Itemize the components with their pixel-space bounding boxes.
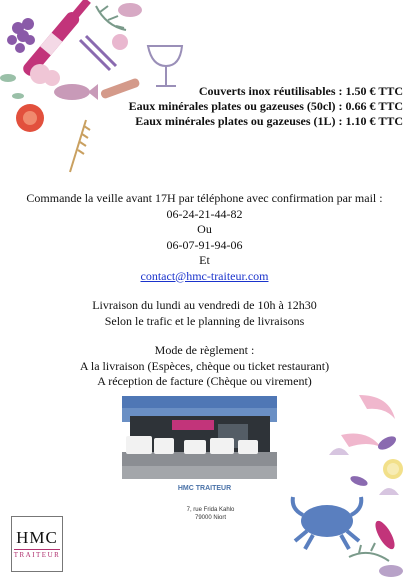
phone-number-1: 06-24-21-44-82: [166, 206, 243, 221]
payment-on-invoice: A réception de facture (Chèque ou virement): [97, 374, 312, 388]
hmc-traiteur-logo: [11, 516, 63, 572]
payment-on-delivery: A la livraison (Espèces, chèque ou ticket restaurant): [79, 358, 330, 373]
and-separator: Et: [199, 253, 210, 267]
phone-number-2: 06-07-91-94-06: [166, 237, 243, 252]
or-separator: Ou: [197, 222, 212, 236]
company-building-photo: [122, 396, 277, 479]
fish-icon: [372, 518, 398, 552]
olive-icon: [118, 3, 142, 17]
company-address-street: 7, rue Frida Kahlo: [186, 507, 235, 513]
grapes-icon: [7, 18, 35, 53]
logo-main-text: HMC: [16, 528, 58, 547]
leaf-icon: [0, 74, 24, 99]
company-name: HMC TRAITEUR: [177, 485, 232, 492]
wine-glass-icon: [148, 46, 182, 86]
berry-icon: [112, 34, 128, 50]
email-link[interactable]: contact@hmc-traiteur.com: [140, 268, 269, 283]
crab-icon: [293, 497, 362, 549]
delivery-note: Selon le trafic et le planning de livraisons: [104, 313, 305, 328]
payment-title: Mode de règlement :: [154, 343, 255, 357]
oyster-icon: [379, 565, 403, 577]
price-line-cutlery: Couverts inox réutilisables : 1.50 € TTC: [198, 84, 403, 98]
price-list: [129, 84, 403, 129]
price-line-water-1l: Eaux minérales plates ou gazeuses (1L) : 1.10 € TTC: [135, 114, 403, 128]
herb-icon: [349, 543, 389, 561]
price-line-water-50cl: Eaux minérales plates ou gazeuses (50cl) : 0.66 € TTC: [128, 99, 403, 113]
fish-icon: [54, 84, 98, 100]
wheat-icon: [70, 120, 90, 172]
ham-slice-icon: [30, 64, 60, 86]
tomato-icon: [16, 104, 44, 132]
asparagus-icon: [80, 36, 116, 70]
order-intro: Commande la veille avant 17H par téléphone avec confirmation par mail :: [26, 191, 383, 205]
logo-sub-text: TRAITEUR: [13, 551, 61, 559]
seafood-illustration-bottom-right: [289, 385, 409, 581]
company-address-city: 79000 Niort: [194, 515, 227, 521]
order-info: [0, 191, 409, 390]
lemon-icon: [383, 459, 403, 479]
delivery-hours: Livraison du lundi au vendredi de 10h à 12h30: [92, 298, 317, 312]
